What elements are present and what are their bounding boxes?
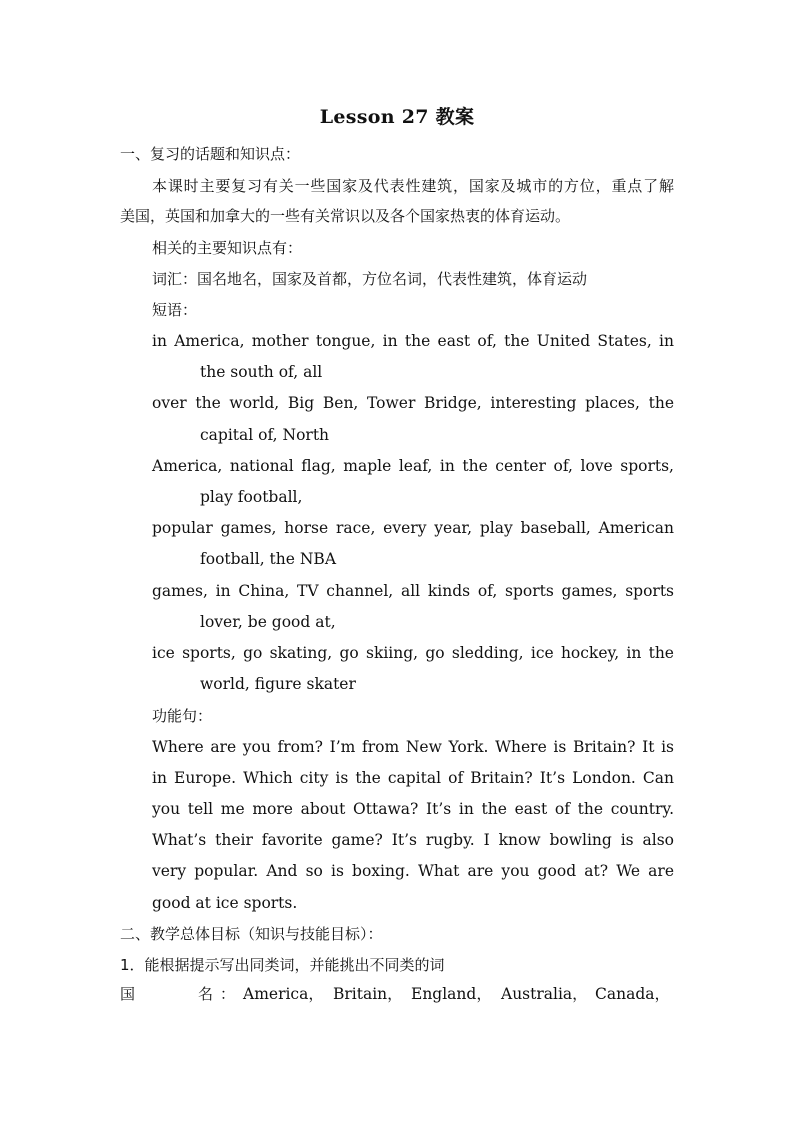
- country-label-colon: ：: [220, 985, 236, 1003]
- function-sentence-line: very popular. And so is boxing. What are you good at? We are: [152, 862, 674, 880]
- country-label-char-1: 国: [120, 985, 136, 1003]
- phrase-line: over the world, Big Ben, Tower Bridge, interesting places, the: [152, 394, 674, 412]
- function-sentence-line: Where are you from? I’m from New York. Where is Britain? It is: [152, 738, 674, 756]
- country-word: Britain，: [333, 985, 403, 1003]
- vocabulary-line: 词汇：国名地名，国家及首都，方位名词，代表性建筑，体育运动: [152, 270, 588, 288]
- country-label-char-2: 名: [198, 985, 214, 1003]
- function-sentences-label: 功能句：: [152, 707, 213, 725]
- phrase-line-continuation: play football,: [200, 488, 303, 506]
- function-sentence-line: you tell me more about Ottawa? It’s in the east of the country.: [152, 800, 674, 818]
- country-word: England，: [411, 985, 492, 1003]
- country-word: America，: [243, 985, 324, 1003]
- function-sentence-line: good at ice sports.: [152, 894, 298, 912]
- phrase-line-continuation: football, the NBA: [200, 550, 337, 568]
- phrase-line-continuation: capital of, North: [200, 426, 330, 444]
- phrase-line-continuation: lover, be good at,: [200, 613, 336, 631]
- phrase-line-continuation: the south of, all: [200, 363, 323, 381]
- knowledge-points-intro: 相关的主要知识点有：: [152, 239, 303, 257]
- phrase-line: games, in China, TV channel, all kinds of, sports games, sports: [152, 582, 674, 600]
- phrase-line: in America, mother tongue, in the east of, the United States, in: [152, 332, 674, 350]
- intro-paragraph-line-2: 美国，英国和加拿大的一些有关常识以及各个国家热衷的体育运动。: [120, 207, 571, 225]
- country-names-row: [120, 983, 676, 1007]
- section-heading-objectives: 二、教学总体目标（知识与技能目标）：: [120, 925, 383, 943]
- objective-item-1: 1．能根据提示写出同类词，并能挑出不同类的词: [120, 956, 445, 974]
- phrases-label: 短语：: [152, 301, 198, 319]
- phrase-line: popular games, horse race, every year, play baseball, American: [152, 519, 674, 537]
- phrase-line-continuation: world, figure skater: [200, 675, 356, 693]
- function-sentence-line: What’s their favorite game? It’s rugby. I know bowling is also: [152, 831, 674, 849]
- phrase-line: America, national flag, maple leaf, in the center of, love sports,: [152, 457, 674, 475]
- page-title: Lesson 27 教案: [319, 106, 475, 128]
- country-word: Australia，: [501, 985, 588, 1003]
- phrase-line: ice sports, go skating, go skiing, go sledding, ice hockey, in the: [152, 644, 674, 662]
- function-sentence-line: in Europe. Which city is the capital of Britain? It’s London. Can: [152, 769, 674, 787]
- intro-paragraph-line-1: 本课时主要复习有关一些国家及代表性建筑，国家及城市的方位，重点了解: [152, 177, 674, 195]
- section-heading-review: 一、复习的话题和知识点：: [120, 145, 301, 163]
- country-word: Canada，: [595, 985, 670, 1003]
